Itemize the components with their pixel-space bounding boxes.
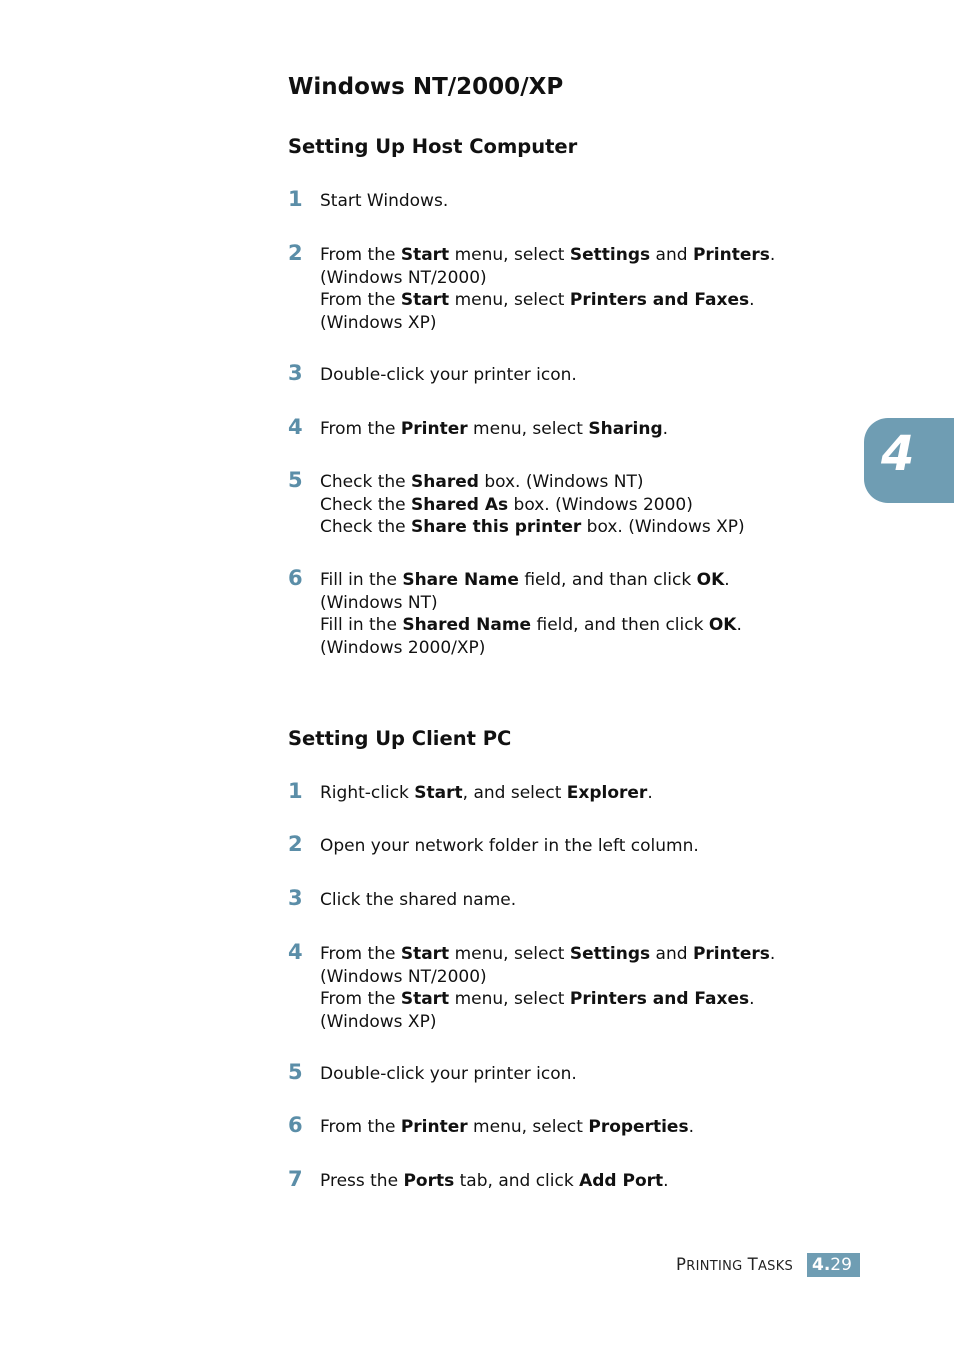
text-run: (Windows NT) [320,592,438,613]
text-run: Click the shared name. [320,890,517,910]
step-line [320,364,577,387]
step-text [320,943,775,1033]
text-run: (Windows XP) [320,312,437,333]
bold-term: Start [400,245,450,265]
step-text [320,471,745,539]
step-number: 2 [288,832,303,856]
text-run: field, and then click [531,615,709,635]
text-run: From the [320,290,401,310]
step-number: 5 [288,468,303,492]
bold-term: Ports [403,1171,455,1191]
text-run: box. (Windows 2000) [508,494,693,515]
step-text [320,1116,694,1139]
text-run: tab, and click [454,1171,580,1191]
step-line [320,782,653,805]
text-run: From the [320,989,401,1009]
bold-term: Start [400,944,450,964]
text-run: (Windows NT/2000) [320,966,487,987]
page-number: 29 [830,1255,852,1275]
step-text [320,782,653,805]
step-line [320,889,516,912]
footer-section-name [676,1255,793,1274]
text-run: Fill in the [320,570,403,590]
bold-term: OK [696,570,725,590]
step-number: 1 [288,187,303,211]
text-run: . [647,783,653,803]
step-number: 6 [288,1113,303,1137]
step-text [320,1063,577,1086]
step-line [320,592,742,615]
text-run: menu, select [449,989,570,1009]
text-run: Fill in the [320,615,403,635]
bold-term: Explorer [566,783,648,803]
step-number: 7 [288,1167,303,1191]
text-run: box. (Windows XP) [581,517,745,537]
step-text [320,418,668,441]
text-run: Check the [320,472,412,492]
text-run: . [663,1171,669,1191]
step-number: 3 [288,886,303,910]
step-number: 3 [288,361,303,385]
step-number: 5 [288,1060,303,1084]
text-run: From the [320,944,401,964]
bold-term: Settings [569,245,651,265]
footer-smallcaps: RINTING [686,1259,743,1274]
chapter-tab [864,418,954,503]
text-run: Press the [320,1171,404,1191]
step-line [320,244,775,267]
step-number: 4 [288,940,303,964]
step-line [320,494,745,517]
step-line [320,289,775,312]
text-run: menu, select [467,419,589,439]
footer-letter: T [747,1255,758,1274]
page-chapter: 4. [812,1255,831,1275]
step-text [320,569,742,659]
text-run: (Windows XP) [320,1011,437,1032]
bold-term: Start [414,783,463,803]
text-run: Start Windows. [320,191,449,211]
text-run: From the [320,245,401,265]
text-run: . [724,570,730,590]
page-heading: Windows NT/2000/XP [288,74,564,100]
bold-term: Share Name [402,570,519,590]
bold-term: Printers [692,944,770,964]
step-line [320,569,742,592]
text-run: field, and than click [518,570,697,590]
page-number-box [807,1253,860,1277]
step-line [320,835,699,858]
step-line [320,516,745,539]
bold-term: Settings [569,944,651,964]
step-number: 1 [288,779,303,803]
text-run: . [662,419,669,439]
step-line [320,988,775,1011]
text-run: Double-click your printer icon. [320,1064,577,1084]
step-line [320,312,775,335]
text-run: . [749,290,755,310]
footer-smallcaps: ASKS [757,1259,794,1274]
step-line [320,190,448,213]
section-title-client: Setting Up Client PC [288,727,512,750]
step-text [320,190,448,213]
step-text [320,889,516,912]
text-run: Check the [320,517,412,537]
text-run: From the [320,419,401,439]
step-number: 6 [288,566,303,590]
bold-term: Shared Name [402,615,532,635]
step-line [320,471,745,494]
bold-term: Sharing [588,419,663,439]
bold-term: Add Port [579,1171,664,1191]
chapter-tab-number: 4 [881,426,915,482]
text-run: From the [320,1117,401,1137]
step-text [320,244,775,334]
step-line [320,267,775,290]
bold-term: Printer [400,419,468,439]
text-run: . [769,944,776,964]
bold-term: Share this printer [411,517,582,537]
step-line [320,1063,577,1086]
bold-term: Printers and Faxes [569,989,750,1009]
step-line [320,614,742,637]
step-text [320,1170,669,1193]
step-number: 4 [288,415,303,439]
text-run: . [749,989,755,1009]
text-run: and [650,245,693,265]
bold-term: Printer [400,1117,468,1137]
step-line [320,637,742,660]
step-line [320,418,668,441]
footer-letter: P [676,1255,687,1274]
bold-term: Shared [411,472,479,492]
bold-term: Shared As [411,494,509,515]
step-text [320,835,699,858]
text-run: menu, select [449,944,570,964]
text-run: , and select [462,783,567,803]
bold-term: Printers and Faxes [569,290,750,310]
bold-term: Start [400,290,450,310]
text-run: and [650,944,693,964]
text-run: Right-click [320,783,415,803]
bold-term: Start [400,989,450,1009]
text-run: . [688,1117,694,1137]
text-run: (Windows NT/2000) [320,267,487,288]
step-line [320,966,775,989]
text-run: Check the [320,494,412,515]
step-line [320,1116,694,1139]
text-run: Double-click your printer icon. [320,365,577,385]
text-run: menu, select [467,1117,589,1137]
text-run: Open your network folder in the left column. [320,836,699,856]
step-text [320,364,577,387]
step-line [320,943,775,966]
text-run: menu, select [449,290,570,310]
step-line [320,1170,669,1193]
step-line [320,1011,775,1034]
section-title-host: Setting Up Host Computer [288,135,578,158]
step-number: 2 [288,241,303,265]
bold-term: Printers [692,245,770,265]
bold-term: Properties [588,1117,689,1137]
text-run: box. (Windows NT) [478,472,644,492]
text-run: menu, select [449,245,570,265]
bold-term: OK [708,615,737,635]
text-run: . [769,245,776,265]
text-run: . [736,615,742,635]
text-run: (Windows 2000/XP) [320,637,486,658]
